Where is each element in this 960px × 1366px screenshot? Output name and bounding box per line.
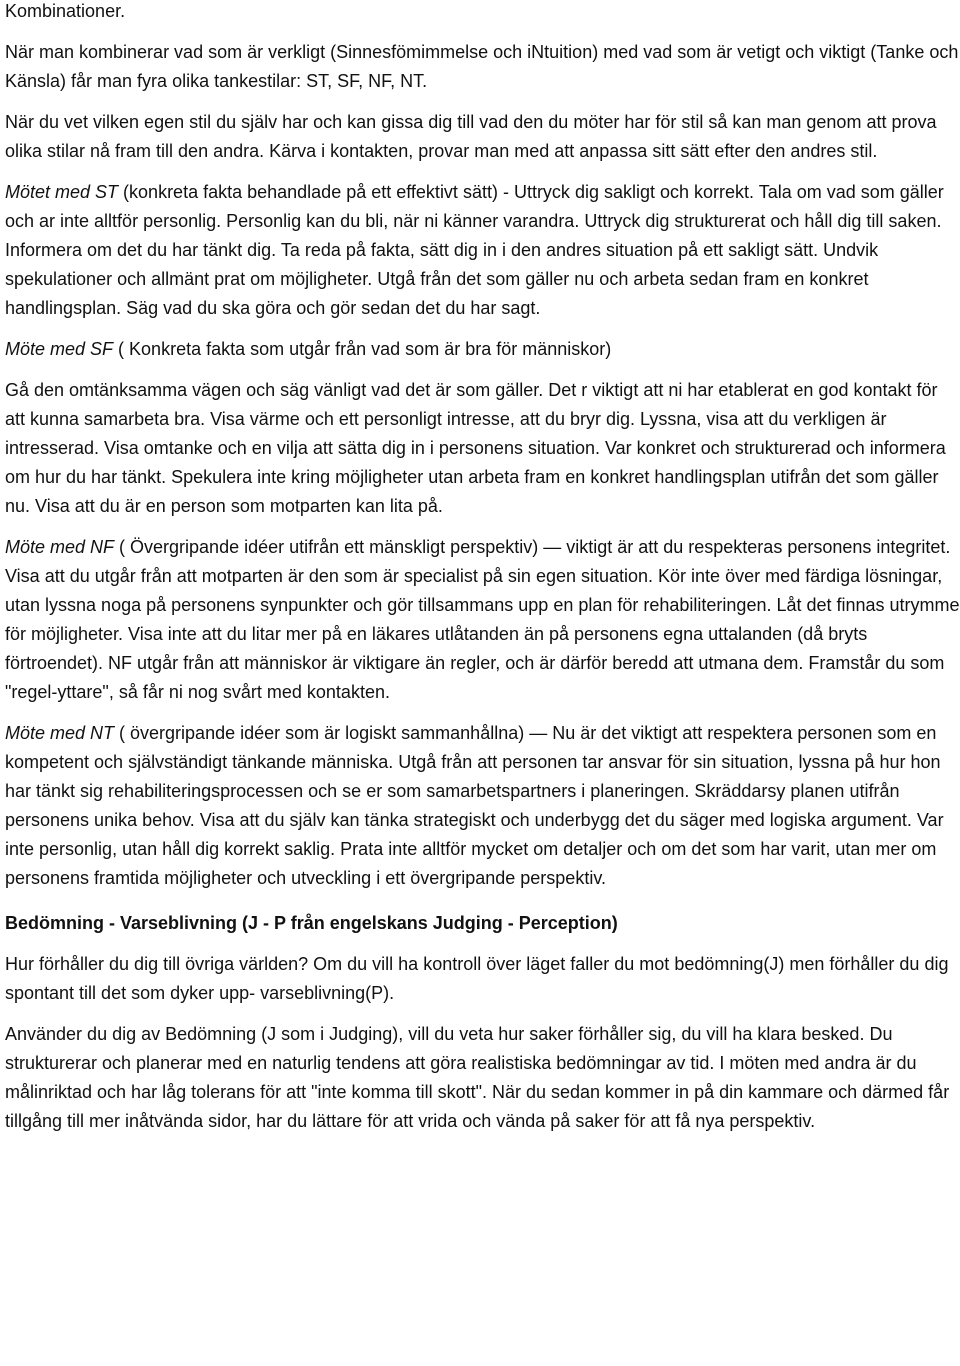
paragraph-jp-judging: Använder du dig av Bedömning (J som i Judging), vill du veta hur saker förhåller sig, du vill ha klara besked. Du strukturerar och planerar med en naturlig tendens att göra realistiska bedömningar av tid. I möten med andra är du målinriktad och har låg tolerans för att "inte komma till skott". När du sedan kommer in på din kammare och därmed får tillgång till mer inåtvända sidor, har du lättare för att vrida och vända på saker för att få nya perspektiv. (5, 1024, 950, 1131)
sf-label: Möte med SF (5, 339, 114, 359)
paragraph-nf (5, 533, 960, 707)
nt-label: Möte med NT (5, 723, 115, 743)
nt-text: ( övergripande idéer som är logiskt sammanhållna) — Nu är det viktigt att respektera personen som en kompetent och självständigt tänkande människa. Utgå från att personen tar ansvar för sin situation, lyssna på hur hon har tänkt sig rehabiliteringsprocessen och se er som samarbetspartners i planeringen. Skräddarsy planen utifrån personens unika behov. Visa att du själv kan tänka strategiskt och underbygg det du säger med logiska argument. Var inte personlig, utan håll dig korrekt saklig. Prata inte alltför mycket om detaljer och om det som har varit, utan mer om personens framtida möjligheter och utveckling i ett övergripande perspektiv. (5, 723, 944, 888)
nf-label: Möte med NF (5, 537, 115, 557)
paragraph-nt (5, 719, 960, 893)
paragraph-sf: Gå den omtänksamma vägen och säg vänligt vad det är som gäller. Det r viktigt att ni har etablerat en god kontakt för att kunna samarbeta bra. Visa värme och ett personligt intresse, att du bryr dig. Lyssna, visa att du verkligen är intresserad. Visa omtanke och en vilja att sätta dig in i personens situation. Var konkret och strukturerad och informera om hur du har tänkt. Spekulera inte kring möjligheter utan arbeta fram en konkret handlingsplan utifrån det som gäller nu. Visa att du är en person som motparten kan lita på. (5, 380, 946, 516)
nf-text: ( Övergripande idéer utifrån ett mänskligt perspektiv) — viktigt är att du respekteras personens integritet. Visa att du utgår från att motparten är den som är specialist på sin egen situation. Kör inte över med färdiga lösningar, utan lyssna noga på personens synpunkter och gör tillsammans upp en plan för rehabiliteringen. Låt det finnas utrymme för möjligheter. Visa inte att du litar mer på en läkares utlåtanden än på personens egna uttalanden (då bryts förtroendet). NF utgår från att människor är viktigare än regler, och är därför beredd att utmana dem. Framstår du som "regel-yttare", så får ni nog svårt med kontakten. (5, 537, 960, 702)
section-heading-jp: Bedömning - Varseblivning (J - P från engelskans Judging - Perception) (5, 913, 618, 933)
st-label: Mötet med ST (5, 182, 119, 202)
paragraph-styles: När du vet vilken egen stil du själv har och kan gissa dig till vad den du möter har för stil så kan man genom att prova olika stilar nå fram till den andra. Kärva i kontakten, provar man med att anpassa sitt sätt efter den andres stil. (5, 112, 937, 161)
paragraph-combinations: När man kombinerar vad som är verkligt (Sinnesfömimmelse och iNtuition) med vad som är vetigt och viktigt (Tanke och Känsla) får man fyra olika tankestilar: ST, SF, NF, NT. (5, 42, 959, 91)
paragraph-sf-heading (5, 335, 960, 364)
paragraph-jp-intro: Hur förhåller du dig till övriga världen? Om du vill ha kontroll över läget faller du mot bedömning(J) men förhåller du dig spontant till det som dyker upp- varseblivning(P). (5, 954, 949, 1003)
st-text: (konkreta fakta behandlade på ett effektivt sätt) - Uttryck dig sakligt och korrekt. Tala om vad som gäller och ar inte alltför personlig. Personlig kan du bli, när ni känner varandra. Uttryck dig strukturerat och håll dig till saken. Informera om det du har tänkt dig. Ta reda på fakta, sätt dig in i den andres situation på ett sakligt sätt. Undvik spekulationer och allmänt prat om möjligheter. Utgå från det som gäller nu och arbeta sedan fram en konkret handlingsplan. Säg vad du ska göra och gör sedan det du har sagt. (5, 182, 944, 318)
paragraph-st (5, 178, 960, 323)
sf-subtitle: ( Konkreta fakta som utgår från vad som är bra för människor) (113, 339, 612, 359)
document-title: Kombinationer. (5, 1, 126, 21)
